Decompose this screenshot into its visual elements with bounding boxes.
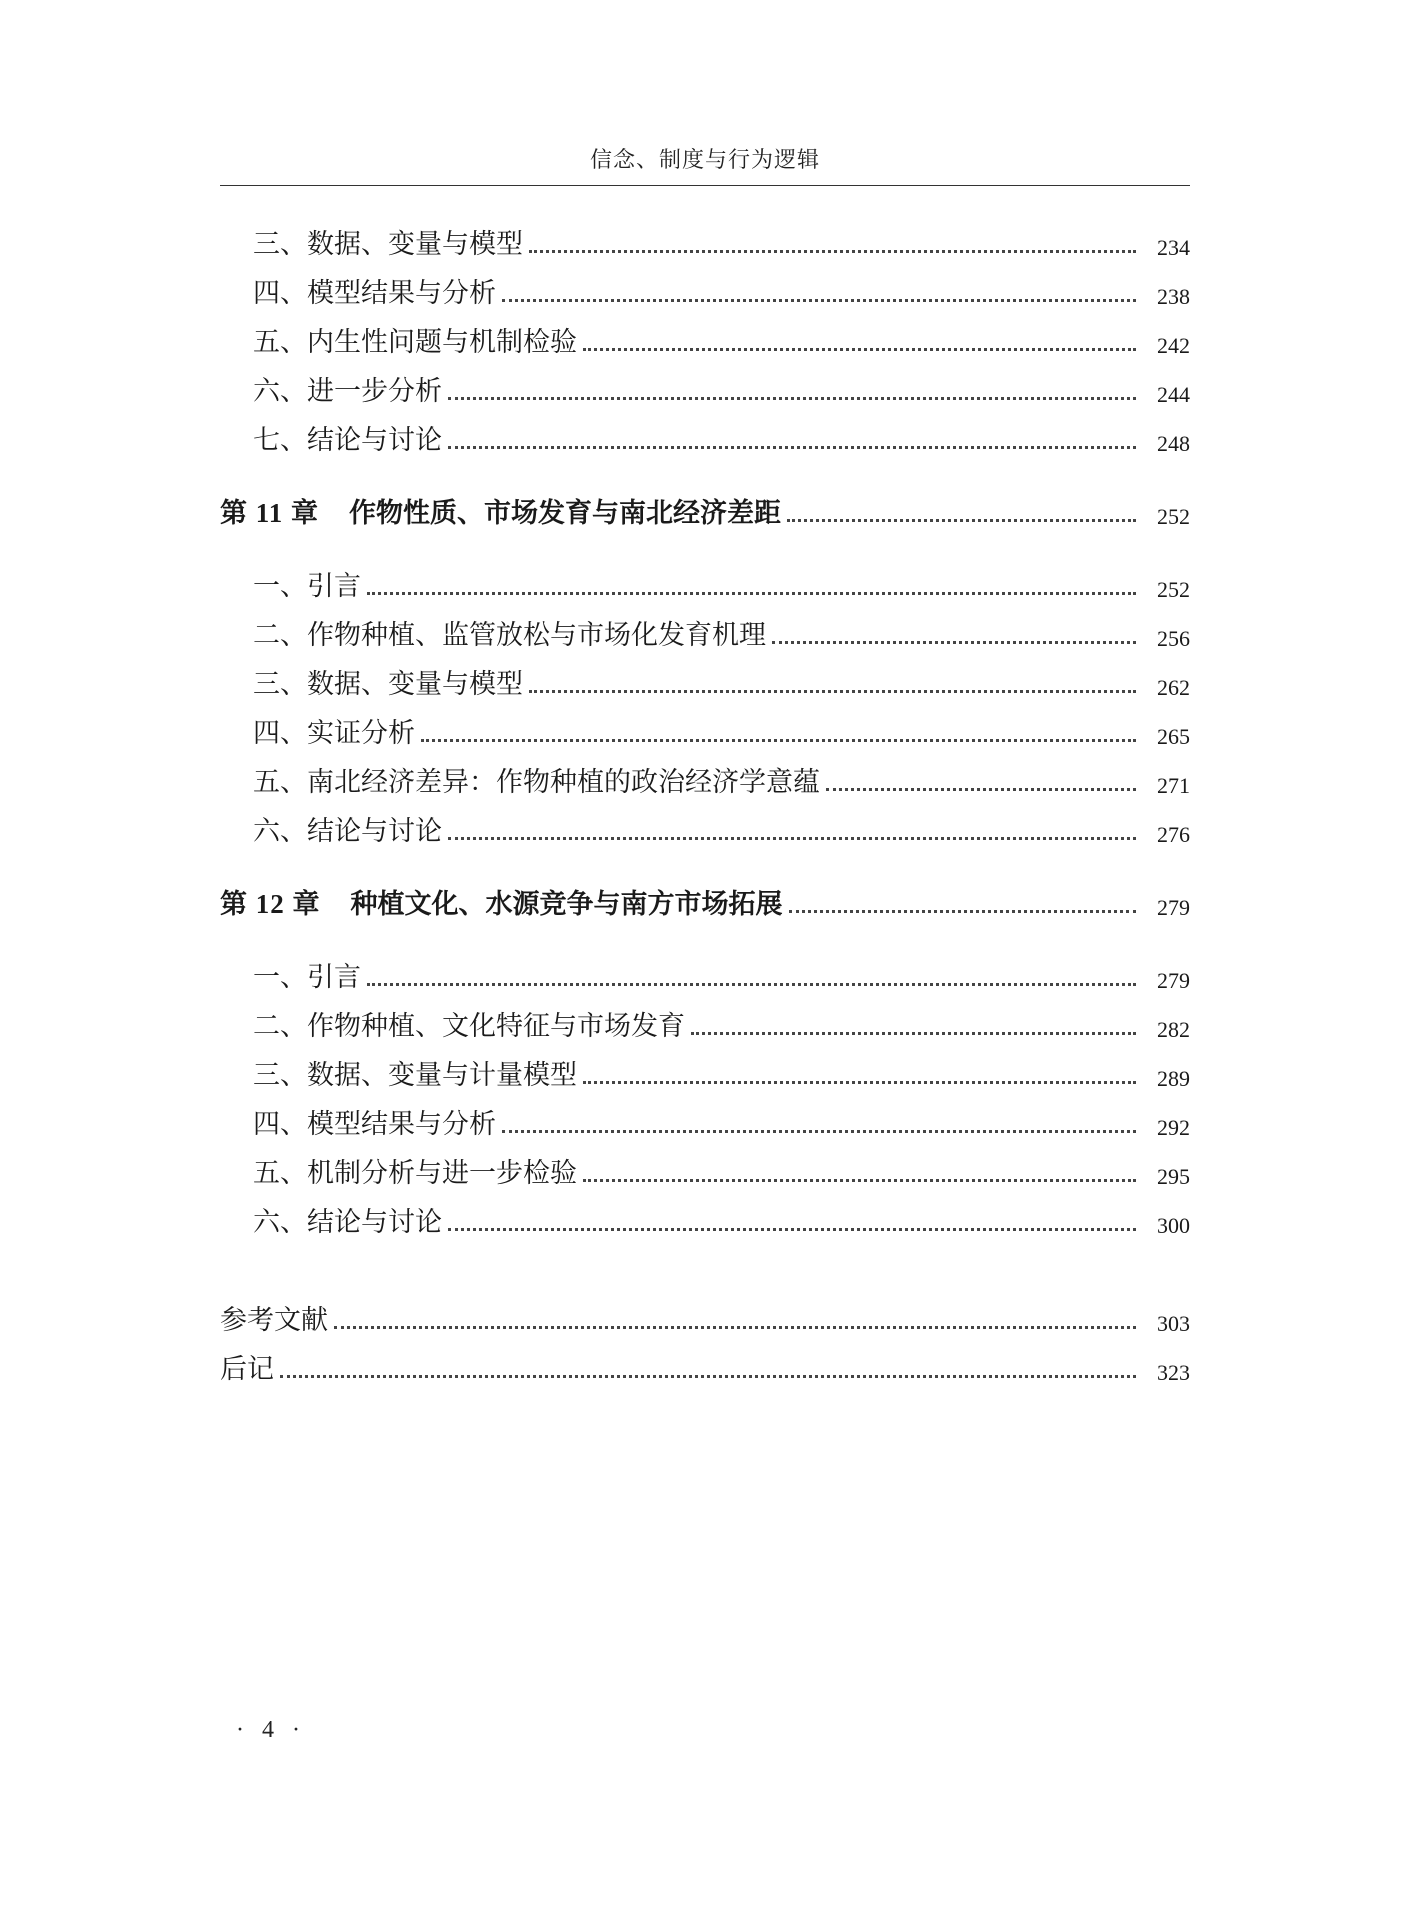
toc-entry[interactable] [220, 801, 1190, 850]
toc-entry-label: 后记 [220, 1354, 274, 1385]
leader-dots [502, 299, 1136, 302]
toc-entry-page: 292 [1157, 1115, 1190, 1140]
leader-dots [826, 788, 1136, 791]
leader-dots [334, 1326, 1136, 1329]
toc-entry-page: 300 [1157, 1213, 1190, 1238]
toc-entry-page: 295 [1157, 1164, 1190, 1189]
toc-entry[interactable] [220, 654, 1190, 703]
leader-dots [448, 837, 1136, 840]
toc-entry[interactable] [220, 361, 1190, 410]
toc-entry[interactable] [220, 752, 1190, 801]
leader-dots [448, 446, 1136, 449]
toc-entry[interactable] [220, 605, 1190, 654]
leader-dots [529, 690, 1136, 693]
leader-dots [502, 1130, 1136, 1133]
toc-entry-label: 二、作物种植、监管放松与市场化发育机理 [253, 620, 766, 651]
toc-entry-page: 262 [1157, 675, 1190, 700]
toc-entry-page: 265 [1157, 724, 1190, 749]
toc-entry[interactable] [220, 263, 1190, 312]
toc-chapter-12[interactable] [220, 874, 1190, 923]
toc-entry[interactable] [220, 410, 1190, 459]
toc-entry-page: 303 [1157, 1311, 1190, 1336]
toc-entry-label: 五、机制分析与进一步检验 [253, 1158, 577, 1189]
toc-entry-references[interactable] [220, 1290, 1190, 1339]
toc-entry-label: 四、模型结果与分析 [253, 1109, 496, 1140]
leader-dots [367, 983, 1136, 986]
spacer [220, 850, 1190, 874]
toc-entry-label: 五、内生性问题与机制检验 [253, 327, 577, 358]
toc-entry-page: 282 [1157, 1017, 1190, 1042]
chapter-title: 作物性质、市场发育与南北经济差距 [349, 498, 782, 529]
toc-chapter-label [220, 886, 789, 923]
toc-entry-page: 279 [1157, 895, 1190, 920]
toc-entry[interactable] [220, 996, 1190, 1045]
toc-entry[interactable] [220, 1143, 1190, 1192]
toc-entry-page: 323 [1157, 1360, 1190, 1385]
toc-entry[interactable] [220, 1192, 1190, 1241]
toc-entry-page: 271 [1157, 773, 1190, 798]
leader-dots [583, 1081, 1136, 1084]
toc-entry[interactable] [220, 214, 1190, 263]
toc-entry-page: 279 [1157, 968, 1190, 993]
toc-entry-label: 四、模型结果与分析 [253, 278, 496, 309]
toc-entry-label: 六、结论与讨论 [253, 816, 442, 847]
toc-entry-page: 276 [1157, 822, 1190, 847]
running-header: 信念、制度与行为逻辑 [589, 148, 820, 173]
toc-entry[interactable] [220, 703, 1190, 752]
toc-entry-page: 252 [1157, 504, 1190, 529]
toc-entry-label: 三、数据、变量与模型 [253, 229, 523, 260]
toc-entry[interactable] [220, 312, 1190, 361]
leader-dots [529, 250, 1136, 253]
toc-entry-page: 248 [1157, 431, 1190, 456]
toc-entry[interactable] [220, 947, 1190, 996]
leader-dots [421, 739, 1136, 742]
chapter-title: 种植文化、水源竞争与南方市场拓展 [350, 889, 783, 920]
leader-dots [772, 641, 1136, 644]
spacer [220, 459, 1190, 483]
toc-entry-page: 242 [1157, 333, 1190, 358]
toc-entry-label: 四、实证分析 [253, 718, 415, 749]
toc-entry-page: 289 [1157, 1066, 1190, 1091]
toc-entry[interactable] [220, 1094, 1190, 1143]
spacer [220, 532, 1190, 556]
toc-chapter-11[interactable] [220, 483, 1190, 532]
toc-entry-label: 五、南北经济差异：作物种植的政治经济学意蕴 [253, 767, 820, 798]
leader-dots [448, 1228, 1136, 1231]
toc-entry-label: 三、数据、变量与计量模型 [253, 1060, 577, 1091]
leader-dots [787, 519, 1136, 522]
toc-entry-label: 七、结论与讨论 [253, 425, 442, 456]
toc-entry-page: 252 [1157, 577, 1190, 602]
toc-entry-label: 六、结论与讨论 [253, 1207, 442, 1238]
toc-entry-label: 三、数据、变量与模型 [253, 669, 523, 700]
leader-dots [789, 910, 1137, 913]
leader-dots [367, 592, 1136, 595]
toc-entry[interactable] [220, 1045, 1190, 1094]
toc-entry-page: 234 [1157, 235, 1190, 260]
page-number: · 4 · [236, 1717, 306, 1743]
toc-entry-label: 六、进一步分析 [253, 376, 442, 407]
leader-dots [691, 1032, 1136, 1035]
header-rule [220, 185, 1190, 186]
toc-entry-label: 一、引言 [253, 962, 361, 993]
leader-dots [583, 1179, 1136, 1182]
leader-dots [583, 348, 1136, 351]
toc-entry-label: 二、作物种植、文化特征与市场发育 [253, 1011, 685, 1042]
spacer [220, 1241, 1190, 1290]
chapter-number: 第 12 章 [220, 889, 321, 919]
toc-entry-label: 一、引言 [253, 571, 361, 602]
table-of-contents [220, 214, 1190, 1388]
toc-entry[interactable] [220, 556, 1190, 605]
chapter-number: 第 11 章 [220, 498, 320, 528]
toc-chapter-label [220, 495, 787, 532]
toc-entry-page: 238 [1157, 284, 1190, 309]
toc-entry-page: 244 [1157, 382, 1190, 407]
toc-entry-postscript[interactable] [220, 1339, 1190, 1388]
toc-entry-label: 参考文献 [220, 1305, 328, 1336]
leader-dots [448, 397, 1136, 400]
toc-entry-page: 256 [1157, 626, 1190, 651]
spacer [220, 923, 1190, 947]
leader-dots [280, 1375, 1136, 1378]
